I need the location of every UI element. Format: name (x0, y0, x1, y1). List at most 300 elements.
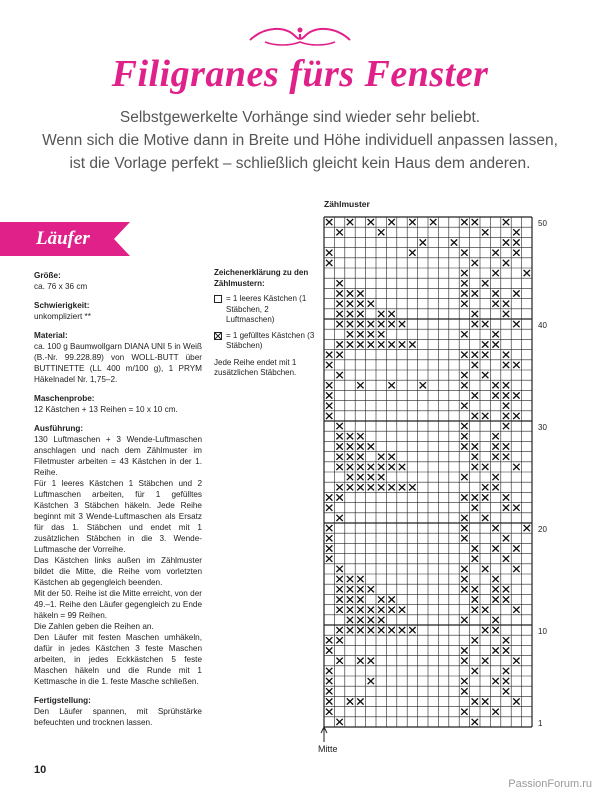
watermark: PassionForum.ru (508, 778, 592, 790)
filled-cell-mark (472, 698, 478, 704)
subtitle-line: Wenn sich die Motive dann in Breite und Höhe individuell anpassen lassen, (42, 132, 558, 149)
filled-cell-mark (368, 331, 374, 337)
filled-cell-mark (326, 709, 332, 715)
filled-cell-mark (503, 311, 509, 317)
filled-cell-mark (482, 658, 488, 664)
filled-cell-mark (326, 392, 332, 398)
filled-cell-mark (461, 688, 467, 694)
filled-cell-mark (461, 270, 467, 276)
filled-cell-mark (409, 341, 415, 347)
filled-cell-mark (347, 627, 353, 633)
legend-empty-text: = 1 leeres Kästchen (1 Stäbchen, 2 Luftmaschen) (226, 294, 307, 324)
filled-cell-mark (388, 311, 394, 317)
filled-cell-mark (388, 596, 394, 602)
filled-cell-mark (492, 596, 498, 602)
filled-cell-mark (326, 362, 332, 368)
filled-cell-mark (482, 280, 488, 286)
filled-cell-mark (368, 617, 374, 623)
filled-cell-mark (326, 219, 332, 225)
filled-cell-mark (357, 484, 363, 490)
size-value: ca. 76 x 36 cm (34, 282, 88, 291)
instruction-paragraph: Mit der 50. Reihe ist die Mitte erreicht, von der 49.–1. Reihe den Läufer gegengleich zu Ende häkeln = 99 Reihen. (34, 589, 202, 620)
filled-cell-mark (378, 474, 384, 480)
instruction-paragraph: Die Zahlen geben die Reihen an. (34, 622, 154, 631)
filled-cell-mark (524, 270, 530, 276)
filled-cell-mark (482, 515, 488, 521)
page-title: Filigranes fürs Fenster (111, 53, 489, 95)
filled-cell-mark (347, 607, 353, 613)
filled-cell-mark (357, 311, 363, 317)
filled-cell-mark (472, 443, 478, 449)
filled-cell-mark (513, 505, 519, 511)
filled-cell-mark (368, 586, 374, 592)
row-label: 30 (538, 423, 547, 433)
filled-cell-mark (472, 494, 478, 500)
filled-cell-mark (513, 239, 519, 245)
filled-cell-mark (368, 484, 374, 490)
filled-cell-mark (492, 290, 498, 296)
difficulty-label: Schwierigkeit: (34, 301, 90, 310)
filled-cell-mark (326, 413, 332, 419)
filled-cell-mark (336, 607, 342, 613)
filled-cell-mark (399, 321, 405, 327)
filled-cell-mark (503, 239, 509, 245)
center-label: Mitte (318, 744, 338, 754)
filled-cell-mark (336, 280, 342, 286)
filled-cell-mark (472, 321, 478, 327)
filled-cell-mark (513, 392, 519, 398)
filled-cell-mark (503, 688, 509, 694)
filled-cell-mark (336, 433, 342, 439)
filled-cell-mark (503, 219, 509, 225)
filled-cell-mark (482, 413, 488, 419)
filled-cell-mark (326, 535, 332, 541)
filled-cell-mark (492, 331, 498, 337)
row-label: 50 (538, 219, 547, 229)
filled-cell-mark (503, 403, 509, 409)
filled-cell-mark (430, 219, 436, 225)
filled-cell-mark (336, 443, 342, 449)
size-label: Größe: (34, 271, 61, 280)
filled-cell-mark (347, 596, 353, 602)
filled-cell-mark (503, 637, 509, 643)
filled-cell-mark (357, 433, 363, 439)
filled-cell-mark (472, 668, 478, 674)
filled-cell-mark (503, 260, 509, 266)
page-number: 10 (34, 764, 47, 776)
finishing-value: Den Läufer spannen, mit Sprühstärke befeuchten und trocknen lassen. (34, 707, 202, 727)
filled-cell-mark (357, 443, 363, 449)
filled-cell-mark (368, 474, 374, 480)
filled-cell-mark (503, 423, 509, 429)
filled-cell-mark (503, 301, 509, 307)
filled-cell-mark (347, 698, 353, 704)
filled-cell-mark (357, 658, 363, 664)
filled-cell-mark (409, 250, 415, 256)
filled-cell-mark (357, 698, 363, 704)
filled-cell-mark (472, 219, 478, 225)
filled-cell-mark (461, 290, 467, 296)
filled-cell-mark (336, 464, 342, 470)
filled-cell-mark (357, 382, 363, 388)
filled-cell-mark (357, 586, 363, 592)
filled-cell-mark (378, 596, 384, 602)
filled-cell-mark (492, 382, 498, 388)
filled-cell-mark (503, 362, 509, 368)
filled-cell-mark (357, 301, 363, 307)
filled-cell-mark (378, 321, 384, 327)
filled-cell-mark (357, 290, 363, 296)
filled-cell-mark (326, 678, 332, 684)
filled-cell-mark (482, 352, 488, 358)
filled-cell-mark (472, 556, 478, 562)
filled-cell-mark (461, 515, 467, 521)
filled-cell-mark (388, 341, 394, 347)
filled-cell-mark (461, 443, 467, 449)
filled-cell-mark (378, 627, 384, 633)
filled-cell-mark (461, 647, 467, 653)
filled-cell-mark (492, 454, 498, 460)
filled-cell-mark (513, 290, 519, 296)
filled-cell-mark (461, 219, 467, 225)
filled-cell-mark (326, 250, 332, 256)
filled-cell-mark (461, 250, 467, 256)
section-label: Läufer (36, 228, 90, 249)
filled-cell-mark (336, 454, 342, 460)
filled-cell-mark (357, 464, 363, 470)
filled-cell-mark (347, 617, 353, 623)
filled-cell-mark (451, 239, 457, 245)
filled-cell-mark (461, 494, 467, 500)
filled-cell-mark (503, 586, 509, 592)
filled-cell-mark (378, 331, 384, 337)
legend-note: Jede Reihe endet mit 1 zusätzlichen Stäbchen. (214, 357, 297, 377)
filled-cell-mark (461, 566, 467, 572)
filled-cell-mark (326, 260, 332, 266)
filled-cell-mark (513, 362, 519, 368)
filled-cell-mark (326, 545, 332, 551)
filled-cell-mark (461, 586, 467, 592)
filled-cell-mark (492, 617, 498, 623)
gauge-value: 12 Kästchen + 13 Reihen = 10 x 10 cm. (34, 405, 178, 414)
filled-cell-mark (492, 545, 498, 551)
filled-cell-mark (388, 607, 394, 613)
filled-cell-mark (347, 484, 353, 490)
filled-cell-mark (336, 515, 342, 521)
filled-cell-mark (347, 454, 353, 460)
filled-cell-mark (472, 464, 478, 470)
filled-cell-mark (368, 607, 374, 613)
filled-cell-mark (492, 392, 498, 398)
filled-cell-mark (513, 566, 519, 572)
filled-cell-mark (482, 229, 488, 235)
filled-cell-mark (347, 341, 353, 347)
filled-cell-mark (368, 658, 374, 664)
filled-cell-mark (368, 341, 374, 347)
filled-cell-mark (482, 321, 488, 327)
filled-cell-mark (461, 372, 467, 378)
filled-cell-mark (409, 484, 415, 490)
filled-cell-mark (326, 382, 332, 388)
filled-cell-mark (503, 494, 509, 500)
instructions-label: Ausführung: (34, 424, 84, 433)
filled-cell-mark (492, 433, 498, 439)
filled-cell-mark (503, 413, 509, 419)
filled-cell-mark (461, 433, 467, 439)
filled-cell-mark (482, 494, 488, 500)
filled-cell-mark (399, 464, 405, 470)
filled-cell-mark (420, 239, 426, 245)
filled-cell-mark (326, 647, 332, 653)
filled-cell-mark (461, 403, 467, 409)
filled-cell-mark (326, 556, 332, 562)
filled-cell-mark (399, 341, 405, 347)
filled-cell-mark (472, 586, 478, 592)
filled-cell-mark (336, 321, 342, 327)
filled-cell-mark (461, 382, 467, 388)
filled-cell-mark (357, 576, 363, 582)
filled-cell-mark (503, 668, 509, 674)
filled-cell-mark (472, 454, 478, 460)
filled-cell-mark (336, 352, 342, 358)
filled-cell-mark (336, 494, 342, 500)
filled-cell-mark (503, 647, 509, 653)
filled-cell-mark (482, 566, 488, 572)
filled-cell-mark (378, 311, 384, 317)
filled-cell-mark (336, 566, 342, 572)
filled-cell-mark (503, 454, 509, 460)
finishing-label: Fertigstellung: (34, 696, 91, 705)
filled-cell-mark (326, 525, 332, 531)
filled-cell-mark (524, 525, 530, 531)
filled-cell-mark (409, 219, 415, 225)
filled-cell-mark (326, 637, 332, 643)
filled-cell-mark (503, 556, 509, 562)
filled-cell-mark (336, 301, 342, 307)
filled-cell-mark (461, 678, 467, 684)
filled-cell-mark (420, 382, 426, 388)
gauge-label: Maschenprobe: (34, 394, 95, 403)
filled-cell-mark (461, 301, 467, 307)
filled-cell-mark (368, 301, 374, 307)
filled-cell-mark (472, 352, 478, 358)
filled-cell-mark (336, 229, 342, 235)
row-label: 1 (538, 719, 543, 728)
filled-cell-mark (326, 668, 332, 674)
filled-cell-mark (336, 627, 342, 633)
filled-cell-mark (472, 505, 478, 511)
filled-cell-mark (461, 709, 467, 715)
filled-cell-mark (482, 627, 488, 633)
filled-cell-mark (336, 372, 342, 378)
subtitle-line: Selbstgewerkelte Vorhänge sind wieder sehr beliebt. (119, 109, 481, 126)
filled-cell-mark (482, 484, 488, 490)
filled-cell-mark (326, 403, 332, 409)
filled-cell-mark (336, 290, 342, 296)
filled-cell-mark (503, 535, 509, 541)
filled-cell-mark (357, 627, 363, 633)
filled-cell-mark (336, 311, 342, 317)
filled-cell-mark (326, 494, 332, 500)
filled-cell-mark (492, 301, 498, 307)
material-label: Material: (34, 331, 68, 340)
filled-cell-mark (472, 260, 478, 266)
filled-cell-mark (368, 627, 374, 633)
filled-cell-mark (513, 250, 519, 256)
row-label: 20 (538, 525, 547, 535)
filled-cell-mark (482, 341, 488, 347)
filled-cell-mark (461, 280, 467, 286)
filled-cell-mark (461, 535, 467, 541)
filled-cell-mark (347, 311, 353, 317)
filled-cell-mark (347, 464, 353, 470)
filled-cell-mark (368, 678, 374, 684)
filled-cell-mark (513, 545, 519, 551)
material-value: ca. 100 g Baumwollgarn DIANA UNI 5 in Weiß (B.-Nr. 99.228.89) von WOLL-BUTT über BUTTINETTE (LL 400 m/100 g), 1 PRYM Häkelnadel Nr. 1,75–2. (34, 342, 202, 384)
filled-cell-mark (399, 607, 405, 613)
filled-cell-mark (472, 362, 478, 368)
filled-cell-mark (503, 505, 509, 511)
filled-cell-mark (347, 576, 353, 582)
filled-cell-mark (492, 647, 498, 653)
filled-cell-mark (503, 678, 509, 684)
filled-cell-mark (388, 627, 394, 633)
filled-cell-mark (336, 576, 342, 582)
filled-cell-mark (482, 372, 488, 378)
filled-cell-mark (357, 454, 363, 460)
filled-cell-mark (461, 423, 467, 429)
filled-cell-mark (368, 219, 374, 225)
filled-cell-mark (472, 596, 478, 602)
filled-cell-mark (492, 341, 498, 347)
filled-cell-mark (482, 607, 488, 613)
filled-cell-mark (326, 698, 332, 704)
filled-cell-mark (336, 596, 342, 602)
filled-cell-mark (492, 270, 498, 276)
filled-cell-mark (513, 658, 519, 664)
filled-cell-mark (513, 698, 519, 704)
filled-cell-mark (388, 321, 394, 327)
filled-cell-mark (492, 576, 498, 582)
filled-cell-mark (492, 678, 498, 684)
filled-cell-mark (336, 637, 342, 643)
filled-cell-mark (472, 290, 478, 296)
filled-cell-mark (388, 454, 394, 460)
filled-cell-mark (461, 525, 467, 531)
legend-title: Zeichenerklärung zu den Zählmustern: (214, 268, 309, 288)
filled-cell-mark (482, 464, 488, 470)
filled-cell-mark (472, 413, 478, 419)
filled-cell-mark (492, 474, 498, 480)
filled-cell-mark (357, 474, 363, 480)
filled-cell-mark (482, 698, 488, 704)
filled-cell-mark (513, 229, 519, 235)
filled-cell-mark (492, 250, 498, 256)
filled-cell-mark (503, 392, 509, 398)
filled-cell-mark (472, 392, 478, 398)
filled-cell-mark (461, 474, 467, 480)
filled-cell-mark (388, 219, 394, 225)
filled-cell-mark (461, 576, 467, 582)
filled-cell-mark (378, 229, 384, 235)
instruction-paragraph: Für 1 leeres Kästchen 1 Stäbchen und 2 Luftmaschen arbeiten, für 1 gefülltes Kästchen 3 Stäbchen häkeln. Jede Reihe beginnt mit 3 Wende-Luftmaschen als Ersatz für das 1. Stäbchen und endet mit 1 zusätzlichen Stäbchen in die 3. Wende-Luftmasche der Vorreihe. (34, 479, 202, 554)
filled-cell-mark (388, 382, 394, 388)
filled-cell-mark (492, 586, 498, 592)
filled-cell-mark (378, 464, 384, 470)
filled-cell-mark (368, 321, 374, 327)
filled-cell-mark (336, 586, 342, 592)
filled-cell-mark (503, 443, 509, 449)
filled-cell-mark (461, 617, 467, 623)
filled-cell-mark (347, 321, 353, 327)
filled-cell-mark (357, 341, 363, 347)
filled-cell-mark (357, 321, 363, 327)
filled-cell-mark (492, 709, 498, 715)
filled-cell-mark (388, 464, 394, 470)
filled-cell-mark (492, 627, 498, 633)
filled-cell-mark (336, 719, 342, 725)
filled-cell-mark (472, 311, 478, 317)
filled-cell-mark (347, 586, 353, 592)
filled-cell-mark (472, 637, 478, 643)
filled-cell-mark (336, 658, 342, 664)
filled-cell-mark (347, 301, 353, 307)
filled-cell-mark (503, 382, 509, 388)
filled-cell-mark (513, 464, 519, 470)
filled-cell-mark (378, 484, 384, 490)
filled-cell-mark (357, 607, 363, 613)
filled-cell-mark (326, 688, 332, 694)
filled-cell-mark (399, 484, 405, 490)
filled-cell-mark (492, 443, 498, 449)
filled-cell-mark (472, 607, 478, 613)
filled-cell-mark (492, 525, 498, 531)
filled-cell-mark (399, 627, 405, 633)
filled-cell-mark (472, 719, 478, 725)
filled-cell-mark (513, 321, 519, 327)
instruction-paragraph: Den Läufer mit festen Maschen umhäkeln, dafür in jedes Kästchen 3 feste Maschen arbeiten, in jedes Eckkästchen 5 feste Maschen häkeln und die Runde mit 1 Kettmasche in die 1. feste Masche schließen. (34, 633, 202, 686)
filled-cell-mark (336, 423, 342, 429)
filled-cell-mark (409, 627, 415, 633)
filled-cell-mark (472, 545, 478, 551)
subtitle-line: ist die Vorlage perfekt – schließlich gleicht kein Haus dem anderen. (69, 155, 531, 172)
filled-cell-mark (347, 443, 353, 449)
filled-cell-mark (326, 505, 332, 511)
filled-cell-mark (378, 617, 384, 623)
filled-cell-mark (378, 454, 384, 460)
difficulty-value: unkompliziert ** (34, 312, 91, 321)
filled-cell-mark (503, 596, 509, 602)
filled-cell-mark (503, 352, 509, 358)
filled-cell-mark (513, 413, 519, 419)
filled-cell-mark (492, 484, 498, 490)
filled-cell-mark (461, 331, 467, 337)
legend-filled-text: = 1 gefülltes Kästchen (3 Stäbchen) (226, 330, 315, 350)
filled-cell-mark (357, 331, 363, 337)
filled-cell-mark (461, 352, 467, 358)
filled-cell-mark (368, 443, 374, 449)
row-label: 10 (538, 627, 547, 637)
filled-cell-mark (336, 341, 342, 347)
filled-cell-mark (513, 607, 519, 613)
filled-cell-mark (347, 433, 353, 439)
filled-cell-mark (378, 607, 384, 613)
filled-cell-mark (357, 596, 363, 602)
chart-title: Zählmuster (324, 199, 370, 209)
filled-cell-mark (378, 341, 384, 347)
filled-cell-mark (347, 474, 353, 480)
row-label: 40 (538, 321, 547, 331)
